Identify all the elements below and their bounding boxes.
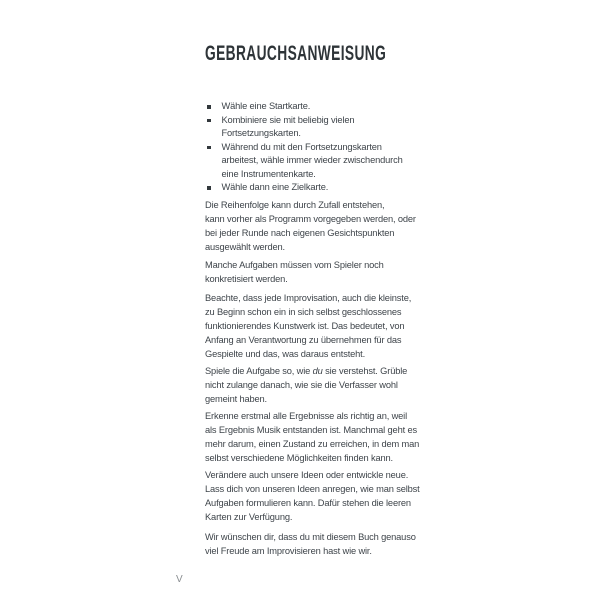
paragraph	[205, 364, 407, 406]
text-line: Wähle eine Startkarte.	[221, 101, 311, 111]
bullet-square-icon	[207, 105, 211, 109]
page-number: V	[176, 574, 184, 585]
text-line: viel Freude am Improvisieren hast wie wir.	[205, 546, 372, 556]
text-line: Lass dich von unseren Ideen anregen, wie man selbst	[205, 484, 420, 494]
bullet-text	[222, 141, 403, 182]
text-line: Während du mit den Fortsetzungskarten	[221, 141, 382, 152]
bullet-item	[207, 141, 403, 182]
text-fragment: Spiele die Aufgabe so, wie	[205, 366, 313, 376]
text-line: Karten zur Verfügung.	[205, 512, 293, 522]
bullet-square-icon	[207, 119, 211, 123]
paragraph	[205, 530, 416, 558]
bullet-item	[207, 181, 403, 195]
bullet-item	[207, 114, 403, 141]
text-line: Gespielte und das, was daraus entsteht.	[205, 349, 366, 359]
text-line: Verändere auch unsere Ideen oder entwickle neue.	[205, 470, 409, 480]
text-line: ausgewählt werden.	[205, 242, 285, 252]
emphasized-word: du	[312, 366, 323, 376]
text-line: nicht zulange danach, wie sie die Verfasser wohl	[205, 380, 398, 390]
text-line: kann vorher als Programm vorgegeben werden, oder	[205, 214, 416, 224]
text-line: Wir wünschen dir, dass du mit diesem Buch genauso	[205, 532, 416, 542]
paragraph	[205, 409, 419, 465]
text-line: Kombiniere sie mit beliebig vielen	[221, 114, 355, 125]
text-line: mehr darum, einen Zustand zu erreichen, in dem man	[205, 439, 420, 449]
text-line: Die Reihenfolge kann durch Zufall entstehen,	[205, 200, 385, 210]
text-line: Erkenne erstmal alle Ergebnisse als richtig an, weil	[205, 411, 407, 421]
bullet-square-icon	[207, 146, 211, 150]
paragraph	[205, 468, 420, 524]
text-line: Manche Aufgaben müssen vom Spieler noch	[205, 260, 384, 270]
text-line: Aufgaben formulieren kann. Dafür stehen die leeren	[205, 498, 411, 508]
paragraph	[205, 198, 416, 254]
text-line: arbeitest, wähle immer wieder zwischendurch	[221, 155, 403, 165]
bullet-square-icon	[207, 186, 211, 190]
bullet-item	[207, 100, 403, 114]
paragraph	[205, 291, 411, 361]
text-line: konkretisiert werden.	[205, 274, 288, 284]
text-line	[205, 364, 407, 378]
bullet-list	[207, 100, 403, 195]
text-line: selbst verschiedene Möglichkeiten finden kann.	[205, 453, 393, 463]
text-line: bei jeder Runde nach eigenen Gesichtspunkten	[205, 228, 395, 238]
text-line: funktionierendes Kunstwerk ist. Das bedeutet, von	[205, 321, 405, 331]
text-line: eine Instrumentenkarte.	[221, 168, 316, 179]
text-fragment: sie verstehst. Grüble	[322, 366, 408, 376]
paragraph	[205, 258, 384, 286]
page-title: GEBRAUCHSANWEISUNG	[205, 41, 387, 65]
text-line: Beachte, dass jede Improvisation, auch die kleinste,	[205, 293, 412, 303]
text-line: Wähle dann eine Zielkarte.	[221, 182, 329, 192]
text-line: Anfang an Verantwortung zu übernehmen für das	[205, 335, 402, 345]
text-line: zu Beginn schon ein in sich selbst geschlossenes	[205, 307, 402, 317]
bullet-text	[222, 100, 311, 114]
text-line: gemeint haben.	[205, 394, 267, 404]
bullet-text	[222, 114, 355, 141]
bullet-text	[222, 181, 329, 195]
text-line: Fortsetzungskarten.	[221, 128, 301, 138]
text-line: als Ergebnis Musik entstanden ist. Manchmal geht es	[205, 425, 417, 435]
